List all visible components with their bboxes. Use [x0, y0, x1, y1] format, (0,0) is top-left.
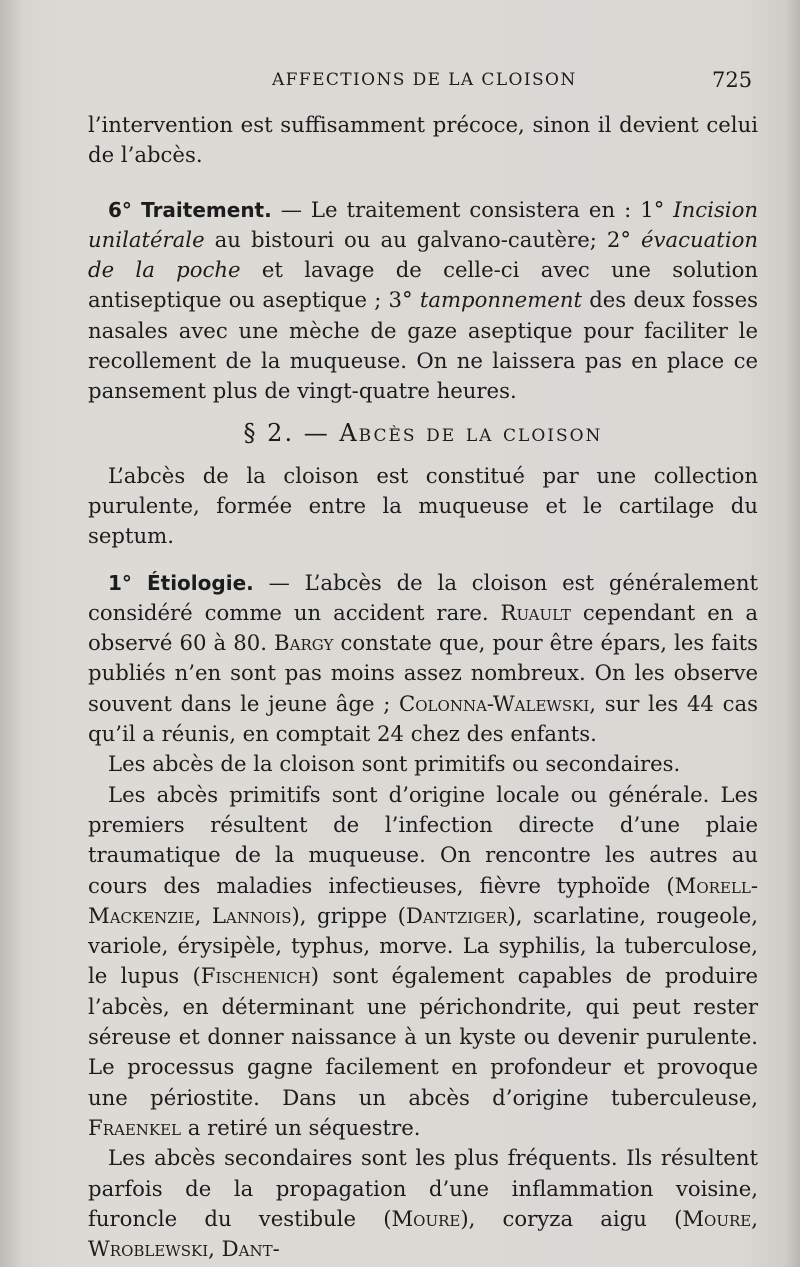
- subheading-etiologie: 1° Étiologie.: [108, 570, 254, 595]
- body-text: [88, 110, 758, 1264]
- paragraph-etiologie: 1° Étiologie. — L’abcès de la cloison est généralement considéré comme un accident rare. Ruault cependant en a observé 60 à 80. Bargy constate que, pour être épars, les faits publiés n’en sont pas moins assez nombreux. On les observe souvent dans le jeune âge ; Colonna-Walewski, sur les 44 cas qu’il a réunis, en comptait 24 chez des enfants.: [88, 569, 758, 747]
- subheading-traitement: 6° Traitement.: [108, 197, 272, 222]
- paragraph-traitement: 6° Traitement. — Le traitement consistera en : 1° Incision unilatérale au bistouri ou au galvano-cautère; 2° évacuation de la poche et lavage de celle-ci avec une solution antiseptique ou aseptique ; 3° tamponnement des deux fosses nasales avec une mèche de gaze aseptique pour faciliter le recollement de la muqueuse. On ne laissera pas en place ce pansement plus de vingt-quatre heures.: [88, 196, 759, 404]
- paragraph-secondaires: Les abcès secondaires sont les plus fréquents. Ils résultent parfois de la propagation d’une inflammation voisine, furoncle du vestibule (Moure), coryza aigu (Moure, Wroblewski, Dant-: [88, 1145, 758, 1262]
- paragraph-continuation: l’intervention est suffisamment précoce, sinon il devient celui de l’abcès.: [88, 112, 758, 168]
- paragraph-primitifs: Les abcès primitifs sont d’origine locale ou générale. Les premiers résultent de l’infection directe d’une plaie traumatique de la muqueuse. On rencontre les autres au cours des maladies infectieuses, fièvre typhoïde (Morell-Mackenzie, Lannois), grippe (Dantziger), scarlatine, rougeole, variole, érysipèle, typhus, morve. La syphilis, la tuberculose, le lupus (Fischenich) sont également capables de produire l’abcès, en déterminant une périchondrite, qui peut rester séreuse et donner naissance à un kyste ou devenir purulente. Le processus gagne facilement en profondeur et provoque une périostite. Dans un abcès d’origine tuberculeuse, Fraenkel a retiré un séquestre.: [88, 781, 758, 1140]
- paragraph-definition: L’abcès de la cloison est constitué par une collection purulente, formée entre la muqueuse et le cartilage du septum.: [88, 462, 758, 549]
- running-title: AFFECTIONS DE LA CLOISON: [272, 70, 577, 90]
- section-heading: § 2. — Abcès de la cloison: [243, 418, 603, 447]
- page-number: 725: [712, 68, 753, 92]
- page-header: [0, 68, 800, 98]
- paragraph-types: Les abcès de la cloison sont primitifs ou secondaires.: [108, 751, 681, 777]
